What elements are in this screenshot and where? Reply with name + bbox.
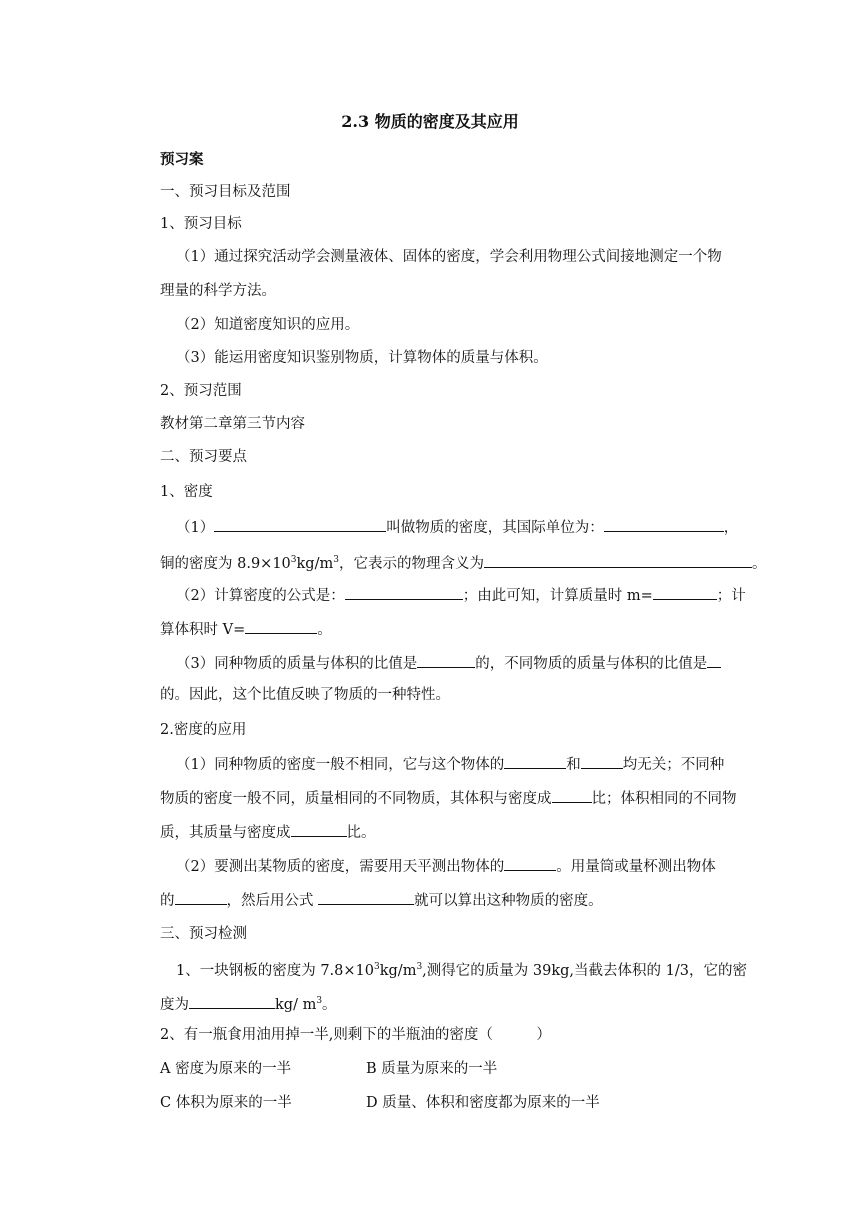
application-q1-line-2: 物质的密度一般不同，质量相同的不同物质，其体积与密度成 比；体积相同的不同物 (160, 787, 737, 809)
heading-preview: 预习案 (160, 151, 204, 168)
test-q1-line-2: 度为 kg/ $m^3$。 (160, 991, 337, 1015)
density-q2-line-2: 算体积时 V= 。 (160, 618, 332, 640)
goal-1-line-1: （1）通过探究活动学会测量液体、固体的密度，学会利用物理公式间接地测定一个物 (176, 249, 722, 265)
goal-3: （3）能运用密度知识鉴别物质，计算物体的质量与体积。 (176, 350, 548, 366)
answer-blank[interactable] (189, 993, 275, 1009)
subsection-scope: 2、预习范围 (160, 383, 242, 399)
section-heading-1: 一、预习目标及范围 (160, 184, 291, 200)
options-row-2 (160, 1093, 700, 1113)
option-c[interactable]: C 体积为原来的一半 (160, 1095, 292, 1111)
scope-text: 教材第二章第三节内容 (160, 416, 305, 432)
density-q2-line-1: （2）计算密度的公式是： ；由此可知，计算质量时 m= ；计 (176, 584, 746, 606)
density-q3-line-1: （3）同种物质的质量与体积的比值是 的，不同物质的质量与体积的比值是 (176, 652, 721, 674)
answer-blank[interactable] (604, 516, 724, 532)
answer-blank[interactable] (245, 618, 317, 634)
option-a[interactable]: A 密度为原来的一半 (160, 1061, 292, 1077)
option-d[interactable]: D 质量、体积和密度都为原来的一半 (366, 1095, 600, 1111)
options-row-1 (160, 1059, 700, 1079)
test-q2-stem: 2、有一瓶食用油用掉一半,则剩下的半瓶油的密度（ ） (160, 1027, 551, 1043)
density-q1-line-2: 铜的密度为 $8.9\times 10^3kg/m^3$，它表示的物理含义为 。 (160, 550, 766, 574)
application-q2-line-1: （2）要测出某物质的密度，需要用天平测出物体的 。用量筒或量杯测出物体 (176, 855, 716, 877)
page-title: 2.3 物质的密度及其应用 (341, 112, 519, 131)
answer-blank[interactable] (504, 855, 556, 871)
answer-blank[interactable] (653, 584, 717, 600)
section-heading-2: 二、预习要点 (160, 449, 247, 465)
answer-blank[interactable] (552, 787, 592, 803)
goal-2: （2）知道密度知识的应用。 (176, 317, 360, 333)
answer-blank[interactable] (318, 889, 414, 905)
answer-blank[interactable] (484, 552, 752, 568)
answer-blank[interactable] (707, 652, 721, 668)
test-q1-line-1: 1、一块钢板的密度为 $7.8\times 10^3kg/m^3$,测得它的质量为 39kg,当截去体积的 1/3，它的密 (176, 962, 747, 979)
answer-blank[interactable] (345, 584, 463, 600)
answer-blank[interactable] (581, 753, 623, 769)
application-q1-line-3: 质，其质量与密度成 比。 (160, 821, 376, 843)
answer-blank[interactable] (504, 753, 566, 769)
application-q1-line-1: （1）同种物质的密度一般不相同，它与这个物体的 和 均无关；不同种 (176, 753, 724, 775)
section-heading-3: 三、预习检测 (160, 926, 247, 942)
density-q3-line-2: 的。因此，这个比值反映了物质的一种特性。 (160, 687, 450, 703)
subsection-density-application: 2.密度的应用 (160, 722, 247, 738)
answer-blank[interactable] (291, 821, 347, 837)
answer-blank[interactable] (417, 652, 475, 668)
subsection-density: 1、密度 (160, 484, 213, 500)
subsection-goals: 1、预习目标 (160, 216, 242, 232)
answer-blank[interactable] (175, 889, 227, 905)
density-q1-line-1: （1） 叫做物质的密度，其国际单位为： ， (176, 516, 738, 538)
option-b[interactable]: B 质量为原来的一半 (366, 1061, 498, 1077)
answer-blank[interactable] (214, 516, 386, 532)
goal-1-line-2: 理量的科学方法。 (160, 283, 276, 299)
application-q2-line-2: 的 ，然后用公式 就可以算出这种物质的密度。 (160, 889, 603, 911)
